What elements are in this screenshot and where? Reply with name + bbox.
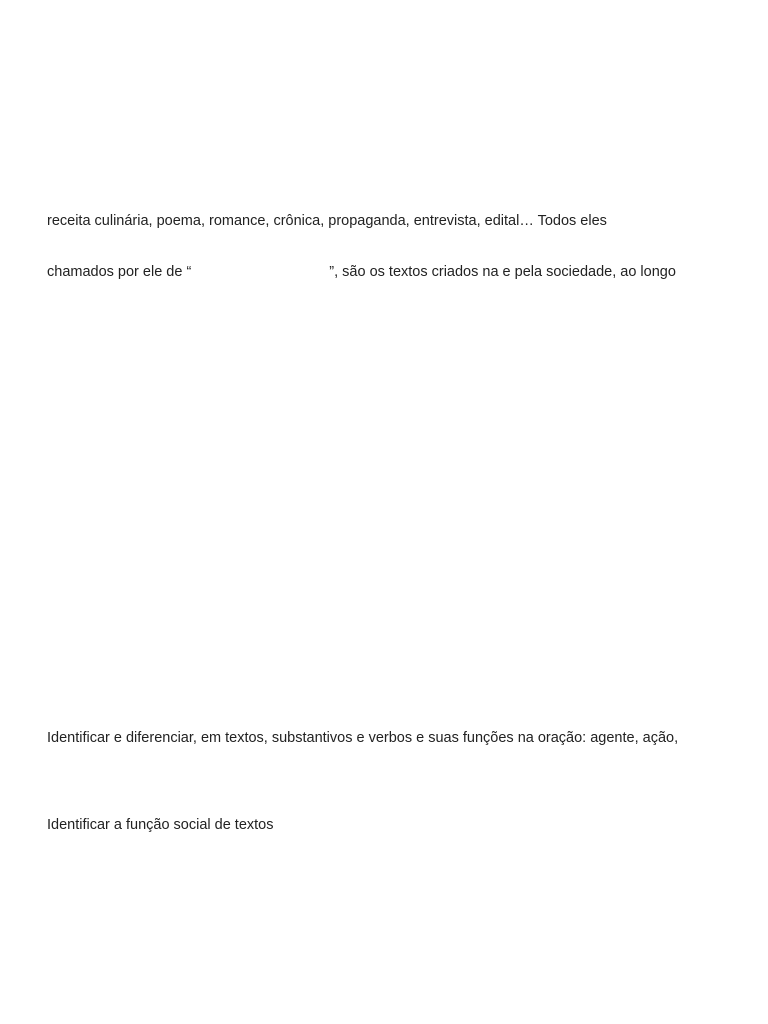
paragraph-line-genres-definition <box>47 263 676 281</box>
line-text-after-gap: ”, são os textos criados na e pela sociedade, ao longo <box>329 264 676 280</box>
objective-line-social-function: Identificar a função social de textos <box>47 817 274 833</box>
line-text-before-gap: chamados por ele de “ <box>47 264 192 280</box>
objective-line-nouns-verbs: Identificar e diferenciar, em textos, substantivos e verbos e suas funções na oração: agente, ação, <box>47 730 679 746</box>
paragraph-line-genres-list: receita culinária, poema, romance, crônica, propaganda, entrevista, edital… Todos eles <box>47 213 607 229</box>
